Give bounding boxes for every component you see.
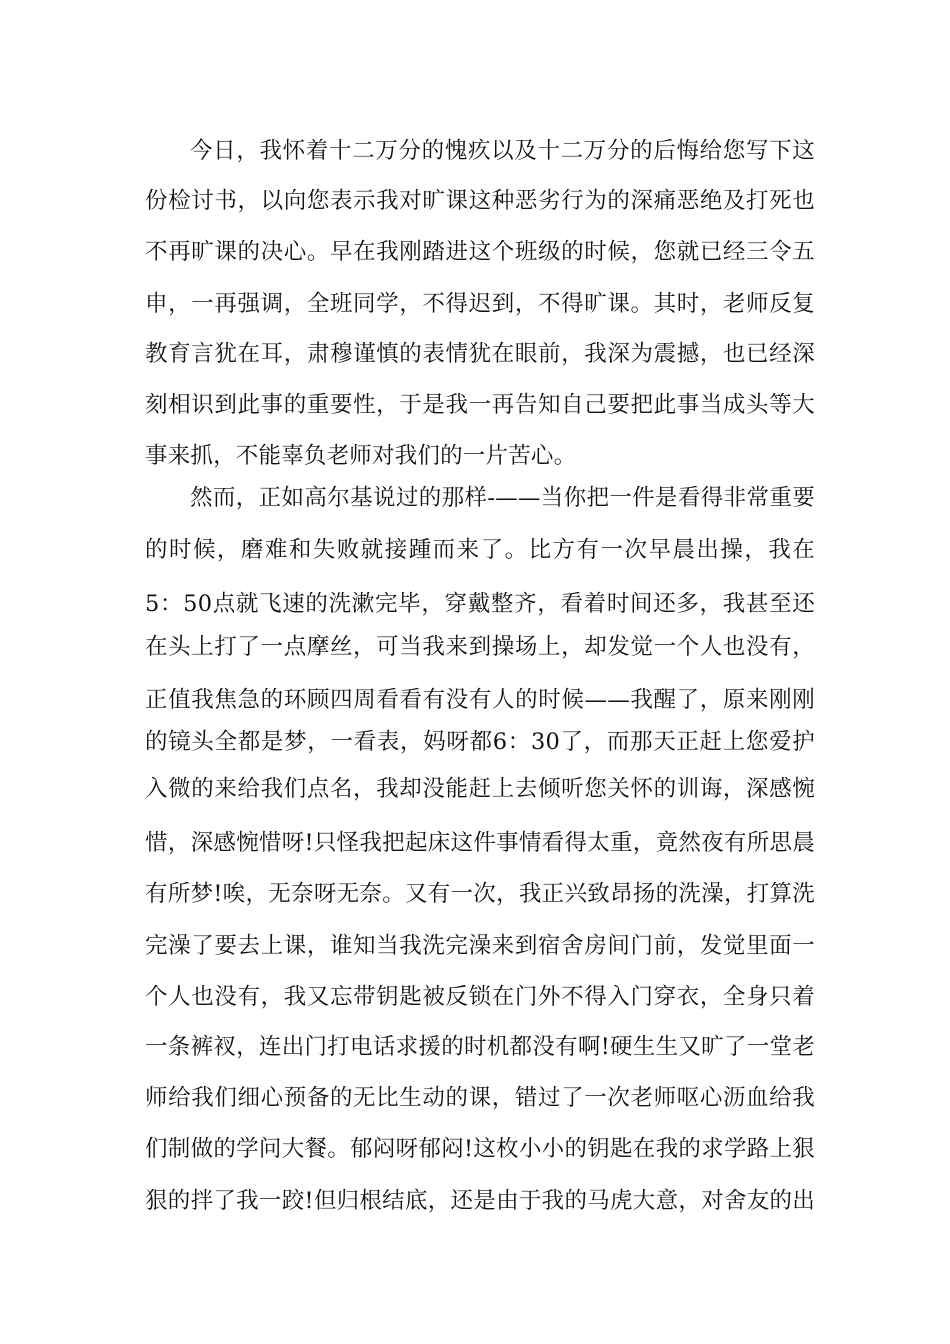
paragraph-1-line-2: 份检讨书，以向您表示我对旷课这种恶劣行为的深痛恶绝及打死也: [145, 188, 815, 214]
paragraph-2-line-8: 惜，深感惋惜呀!只怪我把起床这件事情看得太重，竟然夜有所思晨: [145, 830, 815, 856]
paragraph-2-line-2: 的时候，磨难和失败就接踵而来了。比方有一次早晨出操，我在: [145, 537, 815, 563]
paragraph-2-line-12: 一条裤衩，连出门打电话求援的时机都没有啊!硬生生又旷了一堂老: [145, 1034, 815, 1060]
paragraph-2-line-9: 有所梦!唉，无奈呀无奈。又有一次，我正兴致昂扬的洗澡，打算洗: [145, 881, 815, 907]
paragraph-2-line-14: 们制做的学问大餐。郁闷呀郁闷!这枚小小的钥匙在我的求学路上狠: [145, 1136, 815, 1162]
paragraph-2-line-15: 狠的拌了我一跤!但归根结底，还是由于我的马虎大意，对舍友的出: [145, 1188, 815, 1214]
paragraph-1-line-4: 申，一再强调，全班同学，不得迟到，不得旷课。其时，老师反复: [145, 291, 815, 317]
paragraph-2-line-7: 入微的来给我们点名，我却没能赶上去倾听您关怀的训诲，深感惋: [145, 776, 815, 802]
paragraph-2-line-11: 个人也没有，我又忘带钥匙被反锁在门外不得入门穿衣，全身只着: [145, 984, 815, 1010]
paragraph-2-line-13: 师给我们细心预备的无比生动的课，错过了一次老师呕心沥血给我: [145, 1085, 815, 1111]
paragraph-1-line-3: 不再旷课的决心。早在我刚踏进这个班级的时候，您就已经三令五: [145, 239, 815, 265]
paragraph-2-line-4: 在头上打了一点摩丝，可当我来到操场上，却发觉一个人也没有，: [145, 634, 815, 660]
paragraph-2-line-6: 的镜头全都是梦，一看表，妈呀都6：30了，而那天正赶上您爱护: [145, 729, 815, 755]
paragraph-2-line-3: 5：50点就飞速的洗漱完毕，穿戴整齐，看着时间还多，我甚至还: [145, 591, 815, 617]
paragraph-1-line-1: 今日，我怀着十二万分的愧疚以及十二万分的后悔给您写下这: [190, 138, 815, 164]
paragraph-1-line-5: 教育言犹在耳，肃穆谨慎的表情犹在眼前，我深为震撼，也已经深: [145, 341, 815, 367]
paragraph-2-line-1: 然而，正如高尔基说过的那样-——当你把一件是看得非常重要: [190, 485, 815, 511]
paragraph-2-line-5: 正值我焦急的环顾四周看看有没有人的时候——我醒了，原来刚刚: [145, 687, 815, 713]
paragraph-1-line-7: 事来抓，不能辜负老师对我们的一片苦心。: [145, 443, 577, 469]
paragraph-2-line-10: 完澡了要去上课，谁知当我洗完澡来到宿舍房间门前，发觉里面一: [145, 933, 815, 959]
paragraph-1-line-6: 刻相识到此事的重要性，于是我一再告知自己要把此事当成头等大: [145, 392, 815, 418]
